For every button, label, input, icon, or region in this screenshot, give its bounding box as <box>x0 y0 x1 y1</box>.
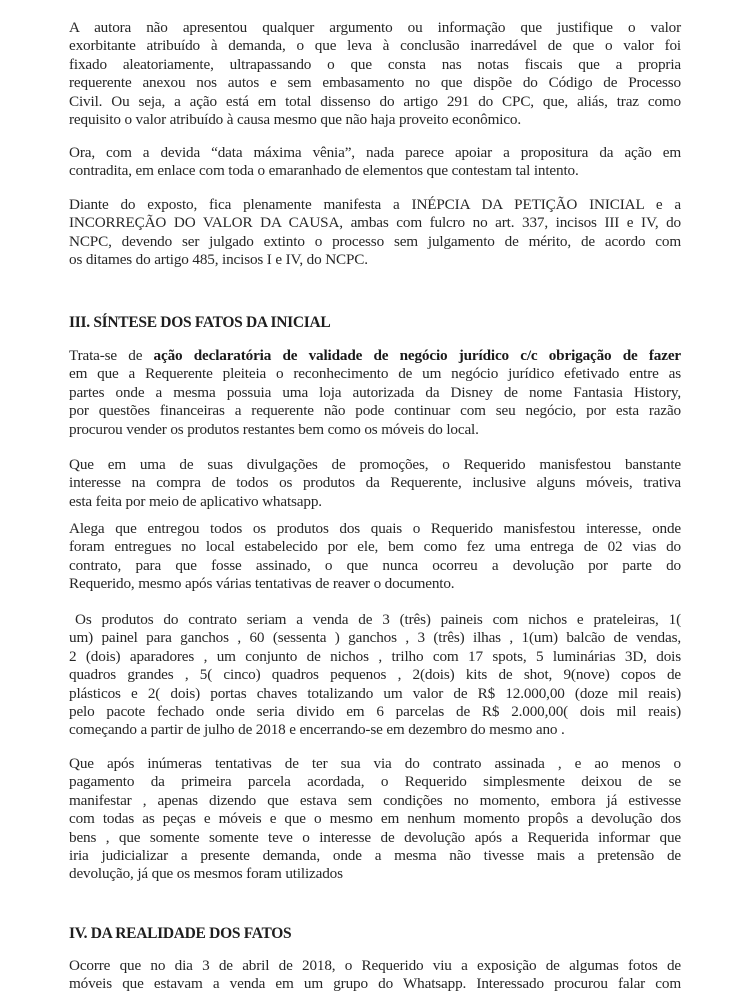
text-line: os ditames do artigo 485, incisos I e IV, do NCPC. <box>69 251 368 269</box>
text-line: pelo pacote fechado onde seria divido em 6 parcelas de R$ 2.000,00( dois mil reais) <box>69 702 681 720</box>
text-line: com todas as peças e móveis e que o mesmo em nenhum momento propôs a devolução dos <box>69 810 681 828</box>
text-line: A autora não apresentou qualquer argumento ou informação que justifique o valor <box>69 19 681 36</box>
text-line: procurou vender os produtos restantes bem como os móveis do local. <box>69 420 479 438</box>
text-line: Que em uma de suas divulgações de promoções, o Requerido manisfestou banstante <box>69 456 681 473</box>
text-line: devolução, já que os mesmos foram utilizados <box>69 865 343 883</box>
text-line: plásticos e 2( dois) portas chaves totalizando um valor de R$ 12.000,00 (doze mil reais) <box>69 684 681 702</box>
text-line: quadros grandes , 5( cinco) quadros pequenos , 2(dois) kits de shot, 9(nove) copos de <box>69 666 681 684</box>
text-line: requerente anexou nos autos e sem embasamento no que dispõe do Código de Processo <box>69 74 681 92</box>
text-line: foram entregues no local estabelecido por ele, bem como fez uma entrega de 02 vias do <box>69 538 681 556</box>
text-line: INCORREÇÃO DO VALOR DA CAUSA, ambas com fulcro no art. 337, incisos III e IV, do <box>69 214 681 232</box>
text-line: requisito o valor atribuído à causa mesmo que não haja proveito econômico. <box>69 110 521 128</box>
paragraph-inepcia <box>69 196 681 270</box>
text-line: fixado aleatoriamente, ultrapassando o que consta nas notas fiscais que a propria <box>69 55 681 73</box>
paragraph-produtos-contrato <box>69 611 681 740</box>
paragraph-tentativas <box>69 755 681 884</box>
section-heading-iii: III. SÍNTESE DOS FATOS DA INICIAL <box>69 314 331 331</box>
text-line: pagamento da primeira parcela acordada, o Requerido simplesmente deixou de se <box>69 773 681 791</box>
text-line: partes onde a mesma possuia uma loja autorizada da Disney de nome Fantasia History, <box>69 383 681 401</box>
text-line: exorbitante atribuído à demanda, o que leva à conclusão inarredável de que o valor foi <box>69 37 681 55</box>
section-heading-iv: IV. DA REALIDADE DOS FATOS <box>69 925 292 942</box>
intro-prefix: Trata-se de <box>69 347 154 364</box>
paragraph-data-maxima-venia <box>69 144 681 181</box>
text-line: Ocorre que no dia 3 de abril de 2018, o Requerido viu a exposição de algumas fotos de <box>69 957 681 974</box>
paragraph-trata-se <box>69 347 681 439</box>
text-line: contradita, em enlace com toda o emaranhado de elementos que contestam tal intento. <box>69 162 579 180</box>
text-line: NCPC, devendo ser julgado extinto o processo sem julgamento de mérito, de acordo com <box>69 232 681 250</box>
text-line: esta feita por meio de aplicativo whatsapp. <box>69 492 322 510</box>
text-line: Civil. Ou seja, a ação está em total dissenso do artigo 291 do CPC, que, aliás, traz como <box>69 92 681 110</box>
intro-bold-action: ação declaratória de validade de negócio jurídico c/c obrigação de fazer <box>153 347 682 364</box>
text-line: por questões financeiras a requerente não pode continuar com seu negócio, por esta razão <box>69 402 681 420</box>
paragraph-divulgacoes <box>69 456 681 511</box>
text-line: em que a Requerente pleiteia o reconhecimento de um negócio jurídico efetivado entre as <box>69 365 681 383</box>
text-line: Diante do exposto, fica plenamente manifesta a INÉPCIA DA PETIÇÃO INICIAL e a <box>69 196 681 213</box>
text-line: 2 (dois) aparadores , um conjunto de nichos , trilho com 17 spots, 5 luminárias 3D, dois <box>69 647 681 665</box>
text-line: contrato, para que fosse assinado, o que nunca ocorreu a devolução por parte do <box>69 556 681 574</box>
text-line: interesse na compra de todos os produtos da Requerente, inclusive alguns móveis, trativa <box>69 474 681 492</box>
text-line: iria judicializar a presente demanda, onde a mesma não tivesse mais a pretensão de <box>69 846 681 864</box>
text-line: manifestar , apenas dizendo que estava sem condições no momento, embora já estivesse <box>69 791 681 809</box>
text-line <box>69 347 681 365</box>
text-line: Ora, com a devida “data máxima vênia”, nada parece apoiar a propositura da ação em <box>69 144 681 161</box>
paragraph-valor-da-causa <box>69 19 681 129</box>
text-line: móveis que estavam a venda em um grupo do Whatsapp. Interessado procurou falar com <box>69 975 681 993</box>
paragraph-realidade <box>69 957 681 994</box>
paragraph-alega <box>69 520 681 594</box>
text-line: bens , que somente somente teve o interesse de devolução após a Requerida informar que <box>69 828 681 846</box>
text-line: Requerido, mesmo após várias tentativas de reaver o documento. <box>69 575 455 593</box>
text-line: Alega que entregou todos os produtos dos quais o Requerido manisfestou interesse, onde <box>69 520 681 537</box>
text-line: começando a partir de julho de 2018 e encerrando-se em dezembro do mesmo ano . <box>69 721 565 739</box>
text-line: Que após inúmeras tentativas de ter sua via do contrato assinada , e ao menos o <box>69 755 681 772</box>
text-line: Os produtos do contrato seriam a venda de 3 (três) paineis com nichos e prateleiras, 1( <box>75 611 681 628</box>
text-line: um) painel para ganchos , 60 (sessenta ) ganchos , 3 (três) ilhas , 1(um) balcão de vendas, <box>69 629 681 647</box>
